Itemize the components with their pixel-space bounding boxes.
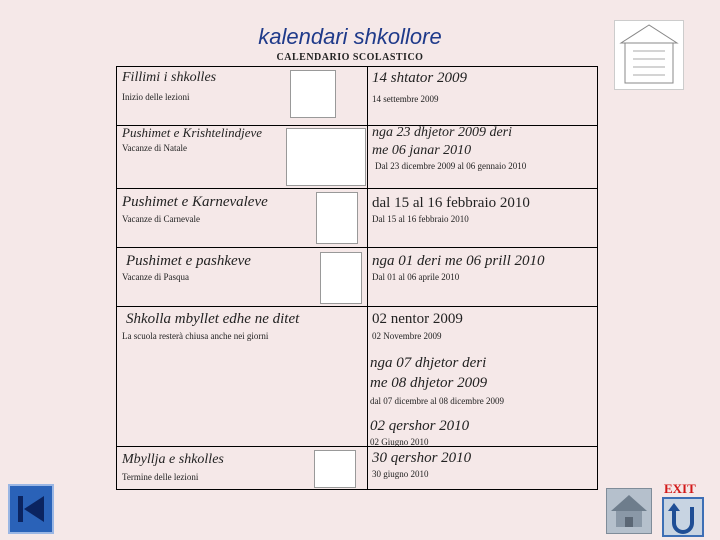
row-label-sq: Pushimet e Karnevaleve xyxy=(122,194,268,210)
row-label-sq: Mbyllja e shkolles xyxy=(122,452,224,467)
clipart-image xyxy=(320,252,362,304)
home-icon xyxy=(607,520,651,537)
row-date-sq: 02 qershor 2010 xyxy=(370,418,470,434)
row-date-it: 02 Novembre 2009 xyxy=(372,331,442,341)
first-slide-icon xyxy=(10,519,52,536)
clipart-image xyxy=(290,70,336,118)
row-label-it: Vacanze di Carnevale xyxy=(122,214,200,224)
return-icon xyxy=(664,522,702,539)
row-date-it: Dal 15 al 16 febbraio 2010 xyxy=(372,214,469,224)
row-date-sq: me 06 janar 2010 xyxy=(372,143,472,158)
page-title: kalendari shkollore xyxy=(258,24,442,49)
row-label-it: Vacanze di Pasqua xyxy=(122,272,189,282)
row-date-sq: nga 01 deri me 06 prill 2010 xyxy=(372,253,545,269)
row-date-sq: dal 15 al 16 febbraio 2010 xyxy=(372,195,530,211)
exit-label[interactable]: EXIT xyxy=(664,481,696,496)
row-date-sq: nga 07 dhjetor deri xyxy=(370,355,487,371)
row-date-it: 02 Giugno 2010 xyxy=(370,437,429,447)
first-slide-button[interactable] xyxy=(8,484,54,534)
row-label-sq: Fillimi i shkolles xyxy=(122,70,217,85)
home-button[interactable] xyxy=(606,488,652,534)
row-divider xyxy=(116,188,598,189)
row-date-it: 14 settembre 2009 xyxy=(372,94,439,104)
school-logo xyxy=(614,20,684,90)
row-divider xyxy=(116,306,598,307)
row-date-it: dal 07 dicembre al 08 dicembre 2009 xyxy=(370,396,504,406)
row-date-it: 30 giugno 2010 xyxy=(372,469,429,479)
row-label-it: Termine delle lezioni xyxy=(122,472,199,482)
row-date-sq: 14 shtator 2009 xyxy=(372,70,468,86)
row-divider xyxy=(116,446,598,447)
column-divider xyxy=(367,66,368,490)
clipart-image xyxy=(316,192,358,244)
row-date-sq: 02 nentor 2009 xyxy=(372,311,463,327)
row-divider xyxy=(116,247,598,248)
return-button[interactable] xyxy=(662,497,704,537)
page-subtitle: CALENDARIO SCOLASTICO xyxy=(276,52,424,63)
row-label-it: La scuola resterà chiusa anche nei giorni xyxy=(122,331,269,341)
row-date-it: Dal 23 dicembre 2009 al 06 gennaio 2010 xyxy=(375,161,527,171)
row-label-sq: Shkolla mbyllet edhe ne ditet xyxy=(126,311,300,327)
row-date-sq: nga 23 dhjetor 2009 deri xyxy=(372,125,512,140)
row-date-it: Dal 01 al 06 aprile 2010 xyxy=(372,272,460,282)
row-label-it: Vacanze di Natale xyxy=(122,143,187,153)
row-date-sq: me 08 dhjetor 2009 xyxy=(370,375,488,391)
clipart-image xyxy=(286,128,366,186)
row-label-sq: Pushimet e pashkeve xyxy=(126,253,251,269)
clipart-image xyxy=(314,450,356,488)
row-date-sq: 30 qershor 2010 xyxy=(372,450,472,466)
row-label-sq: Pushimet e Krishtelindjeve xyxy=(122,125,263,140)
row-label-it: Inizio delle lezioni xyxy=(122,92,190,102)
